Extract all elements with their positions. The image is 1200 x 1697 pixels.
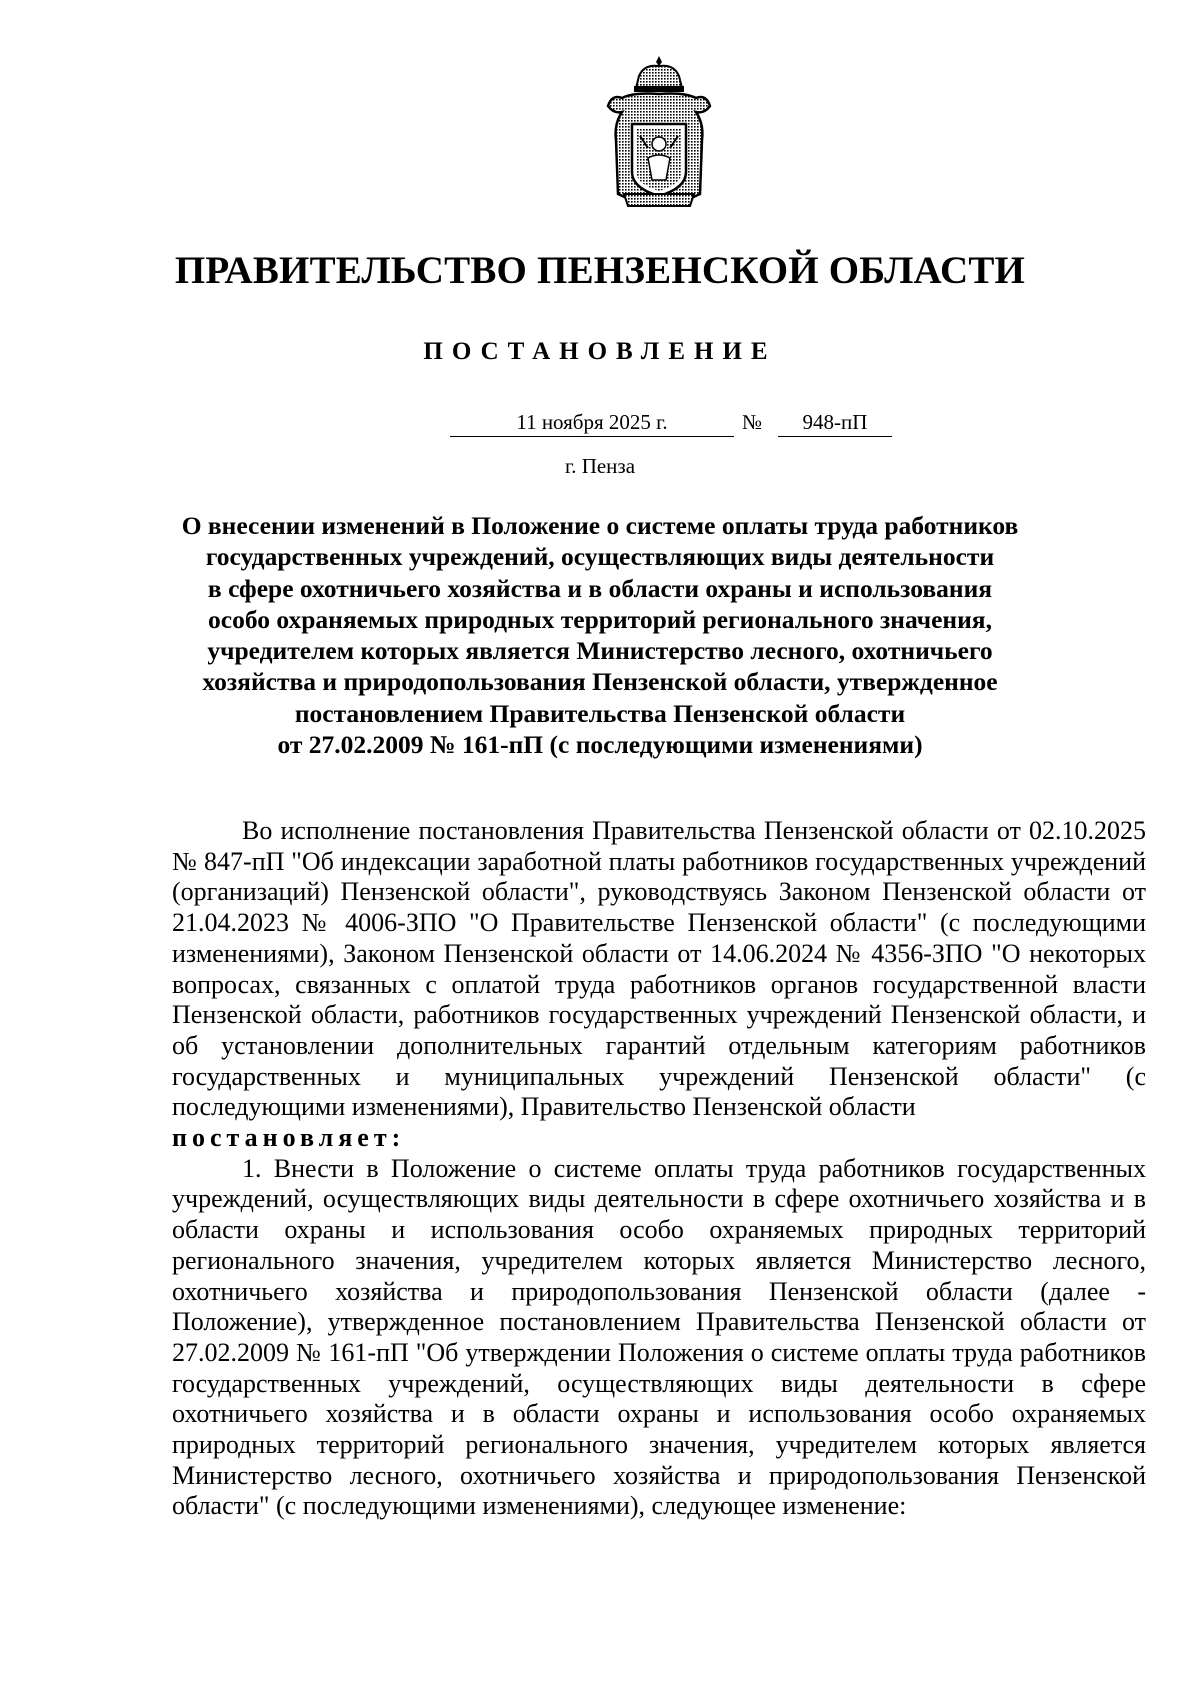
coat-of-arms-icon xyxy=(604,54,714,212)
document-body xyxy=(172,816,1146,1522)
document-city: г. Пенза xyxy=(564,454,636,478)
subject-line: О внесении изменений в Положение о системе оплаты труда работников xyxy=(181,511,1019,540)
document-date: 11 ноября 2025 г. xyxy=(450,410,734,437)
document-subject xyxy=(150,510,1050,760)
document-type-title: ПОСТАНОВЛЕНИЕ xyxy=(423,338,777,365)
subject-line: государственных учреждений, осуществляющих виды деятельности xyxy=(205,542,995,572)
resolve-word: постановляет: xyxy=(172,1123,406,1153)
subject-line: от 27.02.2009 № 161-пП (с последующими изменениями) xyxy=(277,730,923,760)
subject-line: учредителем которых является Министерство лесного, охотничьего xyxy=(207,636,993,666)
preamble-paragraph: Во исполнение постановления Правительства Пензенской области от 02.10.2025 № 847-пП "Об индексации заработной платы работников государственных учреждений (организаций) Пензенской области", руководствуясь Законом Пензенской области от 21.04.2023 № 4006-ЗПО "О Правительстве Пензенской области" (с последующими изменениями), Законом Пензенской области от 14.06.2024 № 4356-ЗПО "О некоторых вопросах, связанных с оплатой труда работников органов государственной власти Пензенской области, работников государственных учреждений Пензенской области, и об установлении дополнительных гарантий отдельным категориям работников государственных и муниципальных учреждений Пензенской области" (с последующими изменениями), Правительство Пензенской области xyxy=(172,816,1146,1122)
document-number: 948-пП xyxy=(778,410,892,437)
item-1-paragraph: 1. Внести в Положение о системе оплаты труда работников государственных учреждений, осуществляющих виды деятельности в сфере охотничьего хозяйства и в области охраны и использования особо охраняемых природных территорий регионального значения, учредителем которых является Министерство лесного, охотничьего хозяйства и природопользования Пензенской области (далее - Положение), утвержденное постановлением Правительства Пензенской области от 27.02.2009 № 161-пП "Об утверждении Положения о системе оплаты труда работников государственных учреждений, осуществляющих виды деятельности в сфере охотничьего хозяйства и в области охраны и использования особо охраняемых природных территорий регионального значения, учредителем которых является Министерство лесного, охотничьего хозяйства и природопользования Пензенской области" (с последующими изменениями), следующее изменение: xyxy=(172,1153,1146,1521)
subject-line: в сфере охотничьего хозяйства и в области охраны и использования xyxy=(207,573,993,603)
government-title: ПРАВИТЕЛЬСТВО ПЕНЗЕНСКОЙ ОБЛАСТИ xyxy=(174,249,1026,292)
subject-line: постановлением Правительства Пензенской области xyxy=(294,698,906,728)
subject-line: особо охраняемых природных территорий регионального значения, xyxy=(208,604,992,634)
subject-line: хозяйства и природопользования Пензенской области, утвержденное xyxy=(202,667,998,697)
number-sign: № xyxy=(742,410,763,434)
